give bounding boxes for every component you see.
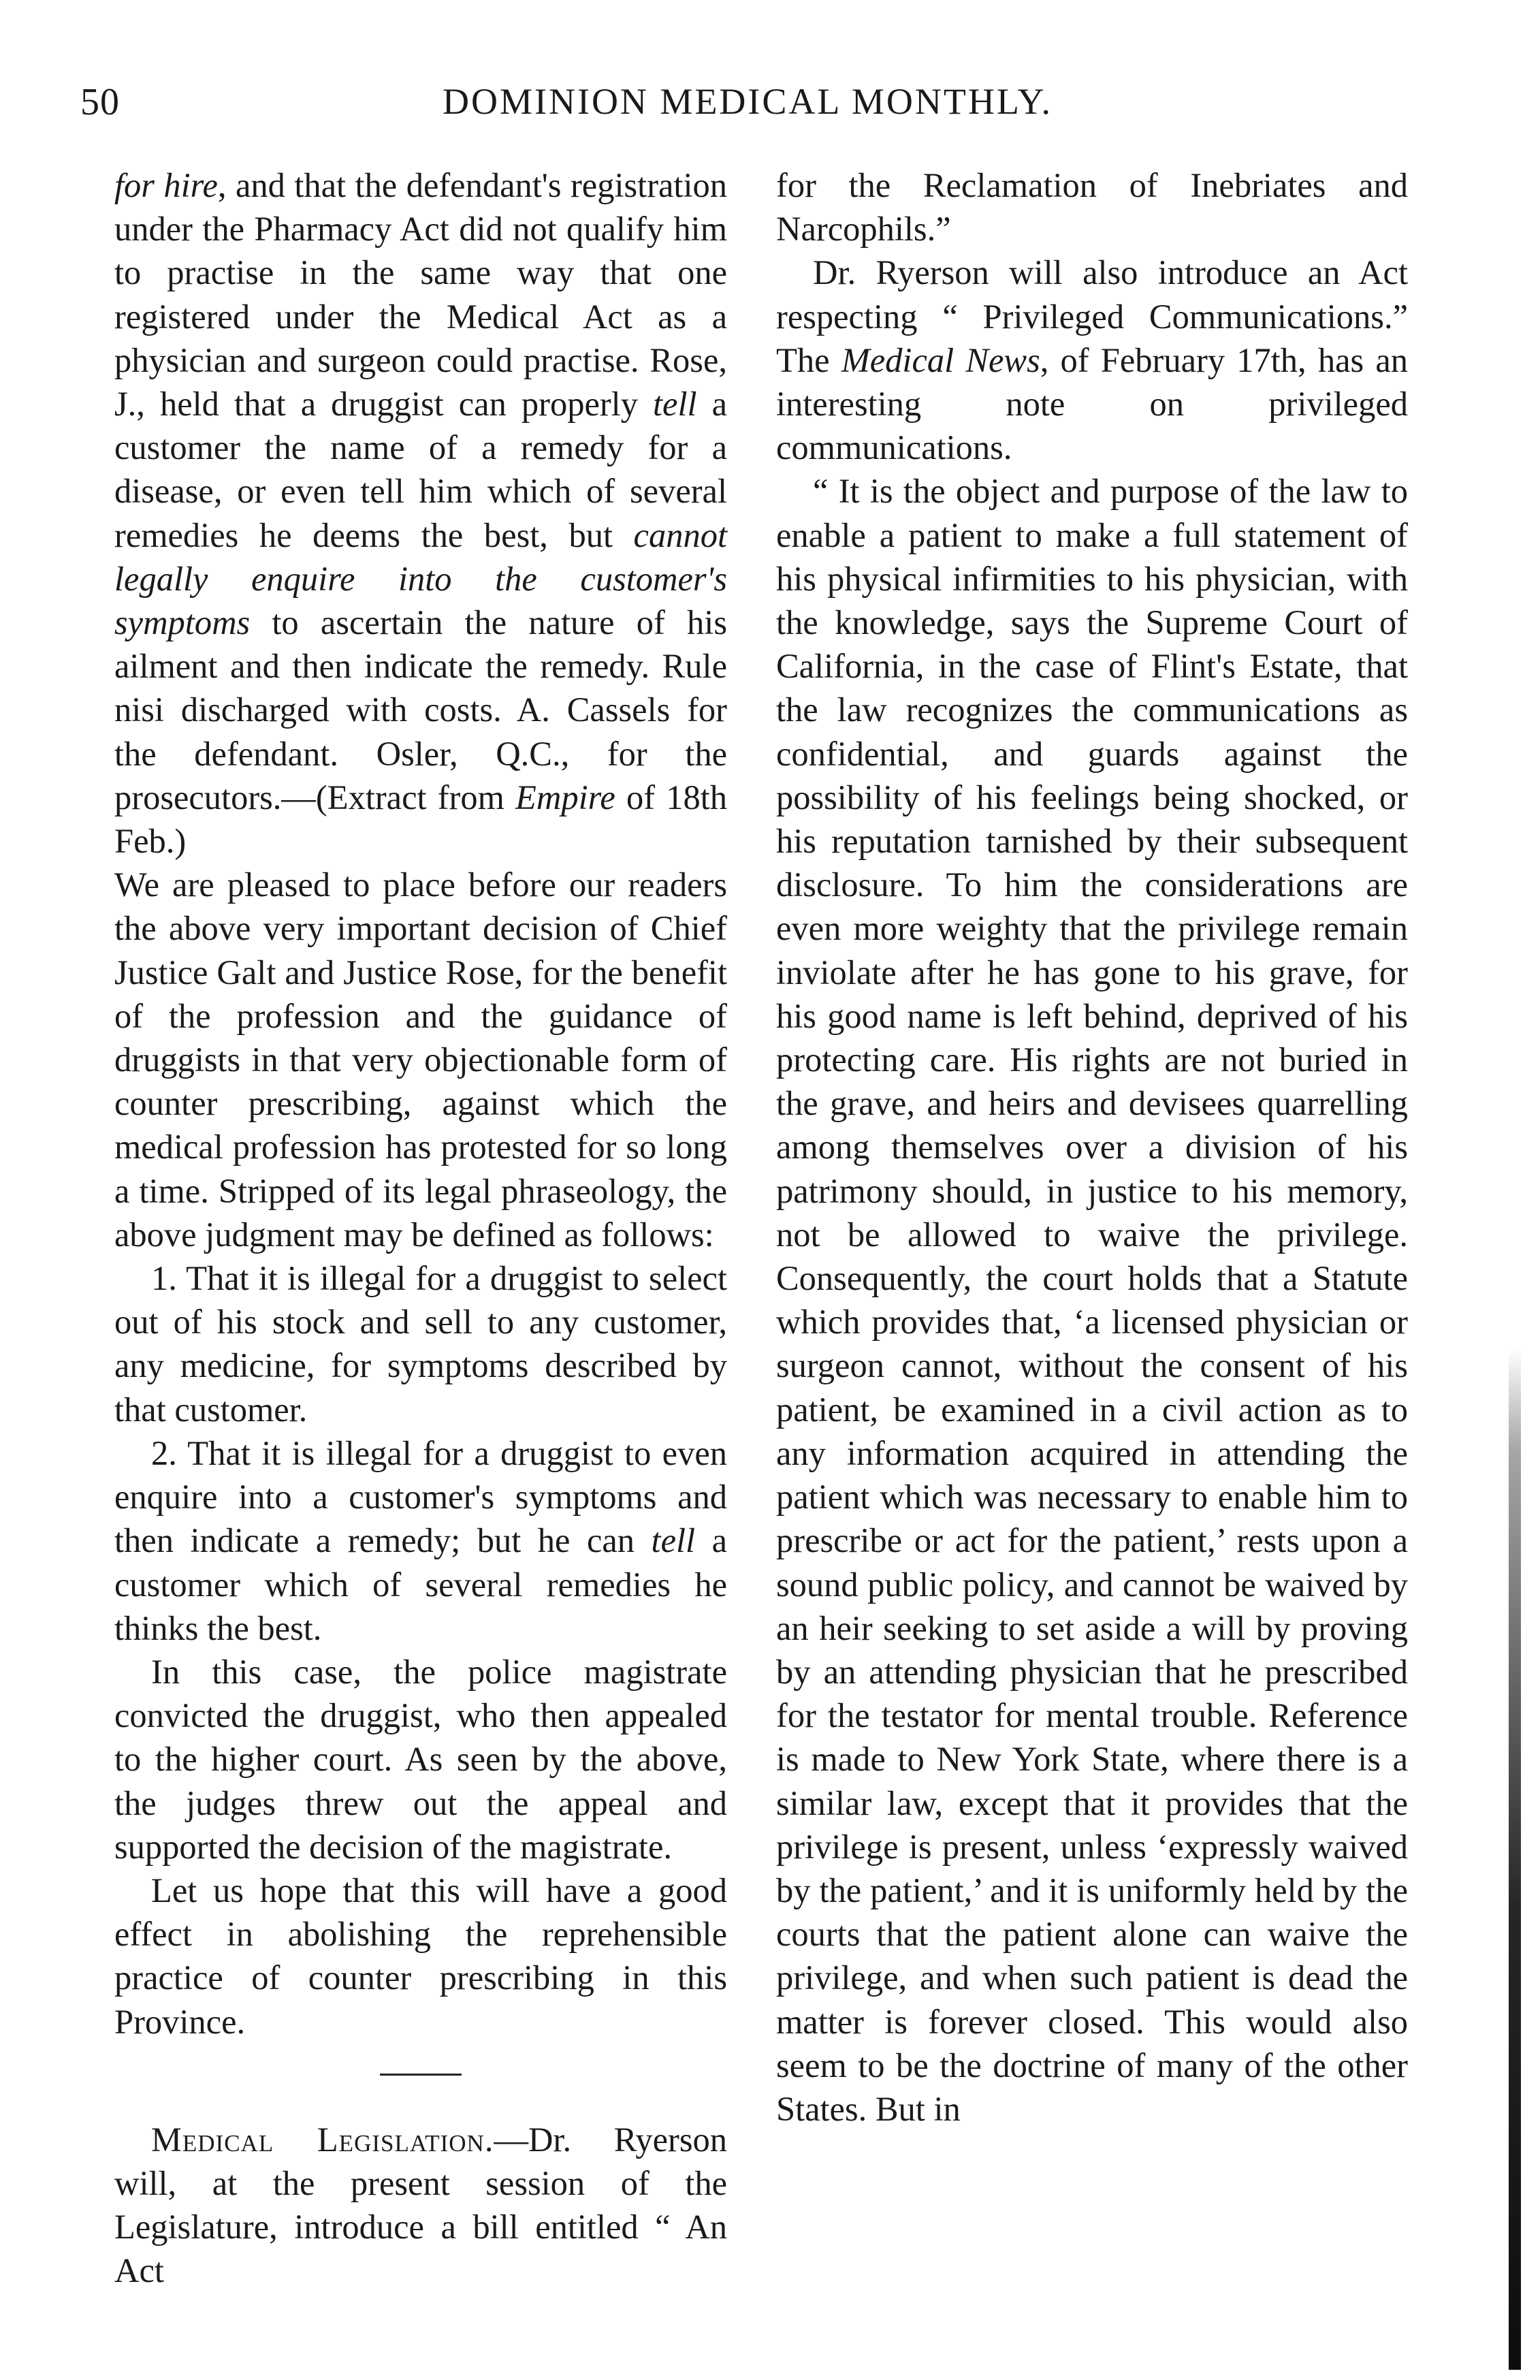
medical-legislation-paragraph: Medical Legislation.—Dr. Ryerson will, at the present session of the Legislature, introduce a bill entitled “ An Act — [114, 2120, 727, 2290]
privileged-communications-paragraph: Dr. Ryerson will also introduce an Act respecting “ Privileged Communications.” The Medical News, of February 17th, has an interesting note on privileged communications. — [776, 253, 1408, 467]
journal-title: DOMINION MEDICAL MONTHLY. — [442, 81, 1053, 122]
appeal-paragraph: In this case, the police magistrate convicted the druggist, who then appealed to the higher court. As seen by the above, the judges threw out the appeal and supported the decision of the magistrate. — [114, 1652, 727, 1866]
quotation-paragraph: “ It is the object and purpose of the law to enable a patient to make a full statement of his physical infirmities to his physician, with the knowledge, says the Supreme Court of California, in the case of Flint's Estate, that the law recognizes the communications as confidential, and guards against the possibility of his feelings being shocked, or his reputation tarnished by their subsequent disclosure. To him the considerations are even more weighty that the privilege remain inviolate after he has gone to his grave, for his good name is left behind, deprived of his protecting care. His rights are not buried in the grave, and heirs and devisees quarrelling among themselves over a division of his patrimony should, in justice to his memory, not be allowed to waive the privilege. Consequently, the court holds that a Statute which provides that, ‘a licensed physician or surgeon cannot, without the consent of his patient, be examined in a civil action as to any information acquired in attending the patient which was necessary to enable him to prescribe or act for the patient,’ rests upon a sound public policy, and cannot be waived by an heir seeking to set aside a will by proving by an attending physician that he prescribed for the testator for mental trouble. Reference is made to New York State, where there is a similar law, except that it provides that the privilege is present, unless ‘expressly waived by the patient,’ and it is uniformly held by the courts that the patient alone can waive the privilege, and when such patient is dead the matter is forever closed. This would also seem to be the doctrine of many of the other States. But in — [776, 472, 1408, 2128]
left-column — [114, 163, 727, 2293]
italic-cannot-enquire: cannot legally enquire into the customer's symptoms — [114, 515, 727, 642]
section-divider — [380, 2074, 462, 2076]
editorial-paragraph: We are pleased to place before our readers the above very important decision of Chief Justice Galt and Justice Rose, for the benefit of the profession and the guidance of druggists in that very objectionable form of counter prescribing, against which the medical profession has protested for so long a time. Stripped of its legal phraseology, the above judgment may be defined as follows: — [114, 866, 727, 1254]
page-edge-shadow — [1509, 1348, 1521, 2370]
court-decision-paragraph: for hire, and that the defendant's registration under the Pharmacy Act did not qualify him to practise in the same way that one registered under the Medical Act as a physician and surgeon could practise. Rose, J., held that a druggist can properly tell a customer the name of a remedy for a disease, or even tell him which of several remedies he deems the best, but cannot legally enquire into the customer's symptoms to ascertain the nature of his ailment and then indicate the remedy. Rule nisi discharged with costs. A. Cassels for the defendant. Osler, Q.C., for the prosecutors.—(Extract from Empire of 18th Feb.) — [114, 166, 727, 861]
page-number: 50 — [80, 81, 120, 123]
right-column — [776, 163, 1408, 2131]
italic-for-hire: for hire — [114, 166, 218, 204]
italic-tell: tell — [653, 385, 697, 424]
italic-tell-2: tell — [651, 1521, 696, 1560]
section-heading: Medical Legislation. — [151, 2120, 494, 2159]
hope-paragraph: Let us hope that this will have a good effect in abolishing the reprehensible practice of counter prescribing in this Province. — [114, 1871, 727, 2041]
judgment-item-1: 1. That it is illegal for a druggist to select out of his stock and sell to any customer, any medicine, for symptoms described by that customer. — [114, 1259, 727, 1429]
judgment-item-2: 2. That it is illegal for a druggist to even enquire into a customer's symptoms and then indicate a remedy; but he can tell a customer which of several remedies he thinks the best. — [114, 1433, 727, 1647]
continued-paragraph: for the Reclamation of Inebriates and Narcophils.” — [776, 166, 1408, 249]
italic-medical-news: Medical News — [841, 340, 1040, 379]
italic-empire: Empire — [515, 778, 615, 816]
running-head — [80, 80, 1415, 135]
